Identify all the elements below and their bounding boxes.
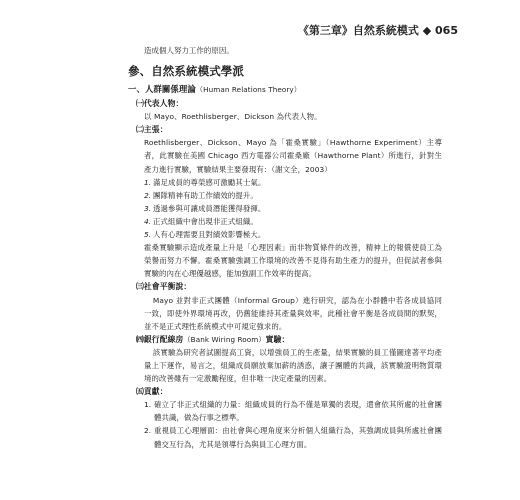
informal-paragraph: Mayo 並對非正式團體（Informal Group）進行研究，認為在小群體中若各成員協同一致，即使外界環境再改，仍舊能維持其產量與效率，此種社會平衡是各成員間的默契，並不是正式理性系統模式中可規定強求的。 xyxy=(144,295,442,331)
page-body xyxy=(124,44,442,451)
list-item: 2. 重視員工心理層面：由社會與心理角度來分析個人組織行為，其強調成員與所處社會團體交互行為，尤其是領導行為與員工心理方面。 xyxy=(144,426,442,449)
contrib-heading: ㈤貢獻： xyxy=(136,387,168,397)
main-paragraph: Roethlisberger、Dickson、Mayo 為「霍桑實驗」（Hawthorne Experiment）主導者，此實驗在美國 Chicago 西方電器公司霍桑廠（Hawthorne Plant）所進行，針對生產力進行實驗，實驗結果主要發現有：（謝文全，2003） xyxy=(144,138,442,174)
list-item: 2. 團隊精神有助工作績效的提升。 xyxy=(144,190,258,200)
subsection-title xyxy=(128,82,442,97)
main-paragraph-2: 霍桑實驗顯示造成產量上升是「心理因素」而非物質條件的改善，精神上的報償使員工為榮譽而努力不懈。霍桑實驗強調工作環境的改善不見得有助生產力的提升，但促試者參與實驗的內在心理優越感，能加強副工作效率的提高。 xyxy=(144,243,442,279)
main-heading: ㈡主張： xyxy=(136,125,168,135)
rep-text: 以 Mayo、Roethlisberger、Dickson 為代表人物。 xyxy=(144,112,322,122)
intro-line: 造成個人努力工作的原因。 xyxy=(144,46,234,55)
page-header: 《第三章》自然系統模式 ◆ 065 xyxy=(297,24,458,37)
findings-list xyxy=(124,176,442,241)
wiring-heading: ㈣銀行配線房（Bank Wiring Room）實驗： xyxy=(136,334,290,344)
subsection-label: 一、人群關係理論 xyxy=(128,84,196,95)
list-item: 3. 透過參與可讓成員潛能獲得發揮。 xyxy=(144,203,266,213)
list-item: 5. 人有心理需要且對績效影響極大。 xyxy=(144,230,266,240)
subsection-en: （Human Relations Theory） xyxy=(195,85,302,95)
rep-heading: ㈠代表人物： xyxy=(136,99,184,109)
list-item: 4. 正式組織中會出現非正式組織。 xyxy=(144,216,258,226)
section-title: 參、自然系統模式學派 xyxy=(128,64,244,79)
list-item: 1. 滿足成員的尊榮感可激勵其士氣。 xyxy=(144,177,266,187)
informal-heading: ㈢社會平衡說： xyxy=(136,282,192,292)
list-item: 1. 確立了非正式組織的力量：組織成員的行為不僅是單獨的表現，還會依其所處的社會團體共識，做為行事之標準。 xyxy=(144,400,442,423)
wiring-paragraph: 該實驗為研究者試圖提高工資，以增強員工的生產量，結果實驗的員工僅圖達著平均產量上下運作，易言之，組織成員願放棄加薪的誘惑，讓子團體的共識，該實驗證明物質環境的改善雖有一定激勵程度，但非唯一決定產量的因素。 xyxy=(144,347,442,384)
